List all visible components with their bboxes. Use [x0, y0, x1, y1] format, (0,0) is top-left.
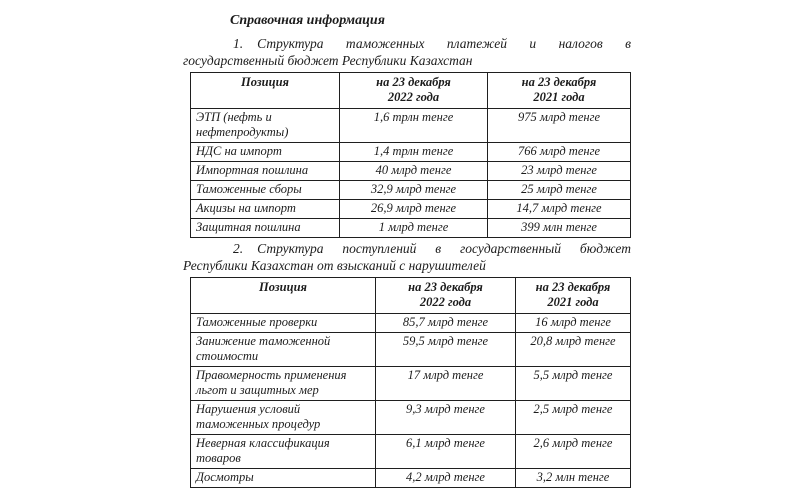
- row-position: НДС на импорт: [191, 143, 340, 162]
- row-value-2021: 3,2 млн тенге: [516, 469, 631, 488]
- header-2022-line1: на 23 декабря: [376, 75, 451, 89]
- row-value-2022: 59,5 млрд тенге: [376, 333, 516, 367]
- row-position: Таможенные сборы: [191, 181, 340, 200]
- row-value-2021: 2,6 млрд тенге: [516, 435, 631, 469]
- violations-revenue-table: [190, 277, 631, 488]
- row-value-2021: 25 млрд тенге: [488, 181, 631, 200]
- table-row: [191, 109, 631, 143]
- row-position: ЭТП (нефть и нефтепродукты): [191, 109, 340, 143]
- section-1-heading: [183, 35, 631, 69]
- table-header-row: [191, 73, 631, 109]
- row-value-2021: 5,5 млрд тенге: [516, 367, 631, 401]
- header-2021-line1: на 23 декабря: [535, 280, 611, 294]
- customs-payments-table: [190, 72, 631, 238]
- table-row: [191, 143, 631, 162]
- row-value-2022: 6,1 млрд тенге: [376, 435, 516, 469]
- header-cell-2022: [340, 73, 488, 109]
- row-value-2021: 23 млрд тенге: [488, 162, 631, 181]
- section-1-number: 1.: [233, 36, 244, 51]
- row-position: Таможенные проверки: [191, 314, 376, 333]
- table-row: [191, 401, 631, 435]
- table-row: [191, 367, 631, 401]
- row-position: Акцизы на импорт: [191, 200, 340, 219]
- table-row: [191, 200, 631, 219]
- table-row: [191, 333, 631, 367]
- row-position: Защитная пошлина: [191, 219, 340, 238]
- table-header-row: [191, 278, 631, 314]
- table-row: [191, 162, 631, 181]
- row-value-2022: 32,9 млрд тенге: [340, 181, 488, 200]
- row-value-2022: 1,6 трлн тенге: [340, 109, 488, 143]
- row-value-2022: 1 млрд тенге: [340, 219, 488, 238]
- row-position: Занижение таможенной стоимости: [191, 333, 376, 367]
- row-value-2021: 14,7 млрд тенге: [488, 200, 631, 219]
- header-cell-2021: [516, 278, 631, 314]
- violations-revenue-table-header: [191, 278, 631, 314]
- header-cell-2021: [488, 73, 631, 109]
- header-2021-line2: 2021 года: [547, 295, 599, 309]
- section-2-number: 2.: [233, 241, 244, 256]
- table-row: [191, 435, 631, 469]
- document-body: [183, 12, 631, 488]
- row-value-2021: 2,5 млрд тенге: [516, 401, 631, 435]
- row-value-2022: 9,3 млрд тенге: [376, 401, 516, 435]
- row-value-2021: 20,8 млрд тенге: [516, 333, 631, 367]
- row-value-2022: 26,9 млрд тенге: [340, 200, 488, 219]
- section-2-text: Структура поступлений в государственный бюджет Республики Казахстан от взысканий с нарушителей: [183, 241, 631, 273]
- page-title: Справочная информация: [230, 13, 385, 28]
- row-position: Досмотры: [191, 469, 376, 488]
- header-cell-position: Позиция: [191, 278, 376, 314]
- row-value-2021: 16 млрд тенге: [516, 314, 631, 333]
- table-row: [191, 219, 631, 238]
- row-value-2022: 4,2 млрд тенге: [376, 469, 516, 488]
- header-2021-line1: на 23 декабря: [521, 75, 597, 89]
- header-cell-position: Позиция: [191, 73, 340, 109]
- header-2022-line2: 2022 года: [387, 90, 440, 104]
- section-2-heading: [183, 240, 631, 274]
- header-2021-line2: 2021 года: [533, 90, 585, 104]
- section-1-text: Структура таможенных платежей и налогов в государственный бюджет Республики Казахстан: [183, 36, 631, 68]
- customs-payments-table-header: [191, 73, 631, 109]
- row-value-2021: 399 млн тенге: [488, 219, 631, 238]
- row-position: Импортная пошлина: [191, 162, 340, 181]
- row-position: Неверная классификация товаров: [191, 435, 376, 469]
- row-value-2021: 975 млрд тенге: [488, 109, 631, 143]
- row-value-2022: 1,4 трлн тенге: [340, 143, 488, 162]
- header-cell-2022: [376, 278, 516, 314]
- table-row: [191, 314, 631, 333]
- header-2022-line2: 2022 года: [419, 295, 472, 309]
- row-value-2022: 40 млрд тенге: [340, 162, 488, 181]
- row-value-2022: 17 млрд тенге: [376, 367, 516, 401]
- row-value-2022: 85,7 млрд тенге: [376, 314, 516, 333]
- row-position: Нарушения условий таможенных процедур: [191, 401, 376, 435]
- table-row: [191, 181, 631, 200]
- table-row: [191, 469, 631, 488]
- header-2022-line1: на 23 декабря: [408, 280, 483, 294]
- row-position: Правомерность применения льгот и защитных мер: [191, 367, 376, 401]
- row-value-2021: 766 млрд тенге: [488, 143, 631, 162]
